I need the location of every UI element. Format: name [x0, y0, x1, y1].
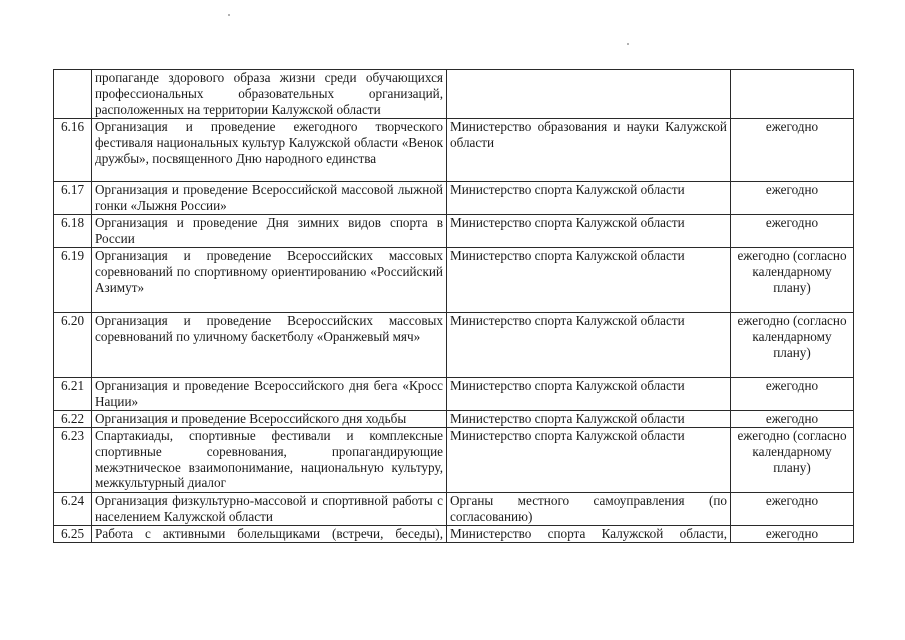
row-number: 6.17 [54, 182, 92, 215]
measure-name: Организация и проведение Всероссийской массовой лыжной гонки «Лыжня России» [92, 182, 447, 215]
term: ежегодно (согласно календарному плану) [731, 428, 854, 493]
executor: Министерство спорта Калужской области [447, 248, 731, 313]
measure-name: Организация и проведение Всероссийских массовых соревнований по спортивному ориентированию «Российский Азимут» [92, 248, 447, 313]
measure-name-text: Работа с активными болельщиками (встречи, беседы), [95, 526, 443, 541]
table-row [54, 313, 854, 378]
row-number [54, 70, 92, 119]
term: ежегодно [731, 119, 854, 182]
table-row [54, 70, 854, 119]
row-number: 6.21 [54, 378, 92, 411]
term: ежегодно [731, 526, 854, 543]
row-number: 6.20 [54, 313, 92, 378]
term: ежегодно (согласно календарному плану) [731, 248, 854, 313]
table-row [54, 119, 854, 182]
row-number: 6.22 [54, 411, 92, 428]
executor: Министерство спорта Калужской области [447, 378, 731, 411]
row-number: 6.25 [54, 526, 92, 543]
term: ежегодно [731, 378, 854, 411]
table-row [54, 411, 854, 428]
row-number: 6.16 [54, 119, 92, 182]
executor: Министерство спорта Калужской области [447, 182, 731, 215]
term: ежегодно [731, 215, 854, 248]
row-number: 6.19 [54, 248, 92, 313]
term: ежегодно [731, 411, 854, 428]
table-row [54, 182, 854, 215]
measure-name: пропаганде здорового образа жизни среди обучающихся профессиональных образовательных организаций, расположенных на территории Калужской области [92, 70, 447, 119]
measure-name: Организация физкультурно-массовой и спортивной работы с населением Калужской области [92, 493, 447, 526]
measure-name: Организация и проведение Всероссийского дня ходьбы [92, 411, 447, 428]
executor: Министерство спорта Калужской области [447, 313, 731, 378]
scan-speck [627, 43, 629, 45]
row-number: 6.23 [54, 428, 92, 493]
measure-name: Организация и проведение Дня зимних видов спорта в России [92, 215, 447, 248]
term: ежегодно [731, 493, 854, 526]
term: ежегодно (согласно календарному плану) [731, 313, 854, 378]
executor: Министерство спорта Калужской области [447, 411, 731, 428]
term: ежегодно [731, 182, 854, 215]
table-row [54, 378, 854, 411]
executor: Министерство спорта Калужской области [447, 428, 731, 493]
measure-name: Организация и проведение Всероссийского дня бега «Кросс Нации» [92, 378, 447, 411]
row-number: 6.18 [54, 215, 92, 248]
executor: Министерство спорта Калужской области [447, 215, 731, 248]
executor: Органы местного самоуправления (по согласованию) [447, 493, 731, 526]
table-row [54, 248, 854, 313]
executor-text: Министерство спорта Калужской области, [450, 526, 727, 541]
table-row [54, 215, 854, 248]
table-row [54, 526, 854, 543]
table-row [54, 428, 854, 493]
table-row [54, 493, 854, 526]
term [731, 70, 854, 119]
executor [447, 526, 731, 543]
measure-name: Организация и проведение Всероссийских массовых соревнований по уличному баскетболу «Оранжевый мяч» [92, 313, 447, 378]
executor [447, 70, 731, 119]
measures-table [53, 69, 854, 543]
measure-name: Спартакиады, спортивные фестивали и комплексные спортивные соревнования, пропагандирующие межэтническое взаимопонимание, национальную культуру, межкультурный диалог [92, 428, 447, 493]
executor: Министерство образования и науки Калужской области [447, 119, 731, 182]
row-number: 6.24 [54, 493, 92, 526]
scan-speck [228, 14, 230, 16]
measure-name: Организация и проведение ежегодного творческого фестиваля национальных культур Калужской области «Венок дружбы», посвященного Дню народного единства [92, 119, 447, 182]
measure-name [92, 526, 447, 543]
